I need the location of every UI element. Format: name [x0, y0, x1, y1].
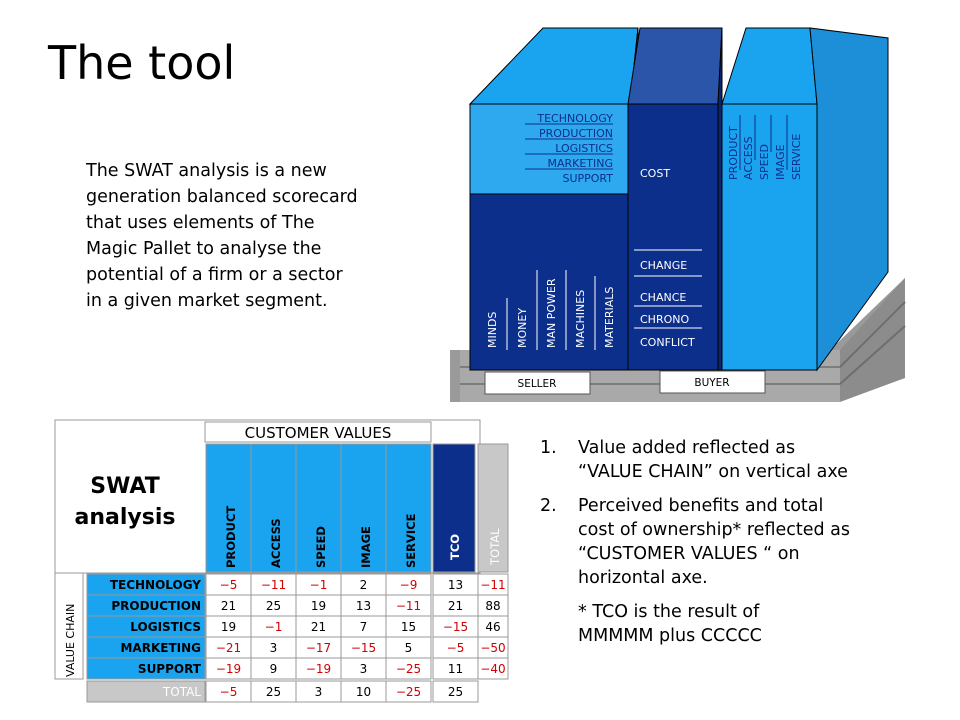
total-header: TOTAL	[488, 528, 502, 565]
cell-value: 21	[220, 599, 237, 613]
cell-value: −17	[305, 641, 332, 655]
note-line: “VALUE CHAIN” on vertical axe	[578, 462, 848, 482]
seller-label: SELLER	[517, 378, 557, 390]
description-line: potential of a firm or a sector	[86, 265, 343, 285]
footnote	[540, 600, 940, 648]
cell-value: 13	[355, 599, 372, 613]
left-block	[470, 28, 638, 370]
description-line: The SWAT analysis is a new	[86, 161, 327, 181]
description-line: Magic Pallet to analyse the	[86, 239, 322, 259]
cell-value: 25	[265, 599, 282, 613]
footnote-line: * TCO is the result of	[578, 602, 760, 622]
total-row-value: 10	[355, 685, 372, 699]
total-row-value: 3	[314, 685, 323, 699]
total-row-value: 25	[265, 685, 282, 699]
description-line: in a given market segment.	[86, 291, 328, 311]
cell-value: −11	[395, 599, 422, 613]
swat-title: SWAT	[90, 474, 160, 499]
total-row-value: −25	[395, 685, 422, 699]
description-line: that uses elements of The	[86, 213, 315, 233]
top-left-item: LOGISTICS	[555, 142, 613, 155]
right-item: SPEED	[758, 144, 771, 180]
note-item	[540, 436, 940, 484]
cell-value: 15	[400, 620, 417, 634]
cell-value: 3	[359, 662, 368, 676]
swat-table	[50, 415, 515, 705]
note-line: Value added reflected as	[578, 438, 796, 458]
right-item: ACCESS	[742, 136, 755, 180]
cell-value: 21	[310, 620, 327, 634]
row-label: MARKETING	[120, 641, 201, 655]
total-value: 88	[485, 599, 501, 613]
total-value: −11	[480, 578, 506, 592]
cell-value: 19	[220, 620, 237, 634]
cell-value: −11	[260, 578, 287, 592]
buyer-label: BUYER	[694, 377, 730, 389]
right-item: PRODUCT	[727, 126, 740, 180]
cell-value: −1	[264, 620, 283, 634]
cell-value: −9	[399, 578, 418, 592]
magic-pallet-diagram	[440, 20, 910, 405]
cell-value: −19	[215, 662, 242, 676]
top-left-item: TECHNOLOGY	[537, 112, 613, 125]
bottom-left-item: MINDS	[486, 311, 499, 348]
cell-value: 3	[269, 641, 278, 655]
slide-title: The tool	[48, 36, 236, 90]
bottom-left-item: MAN POWER	[545, 278, 558, 348]
total-row-label: TOTAL	[162, 685, 201, 699]
row-label: PRODUCTION	[111, 599, 201, 613]
cell-value: −5	[219, 578, 238, 592]
footnote-line: MMMMM plus CCCCC	[578, 626, 762, 646]
cell-value: 5	[404, 641, 413, 655]
right-item: SERVICE	[790, 133, 803, 180]
column-header: ACCESS	[269, 518, 283, 568]
middle-item: CONFLICT	[640, 336, 695, 349]
column-header: IMAGE	[359, 526, 373, 568]
notes	[540, 436, 940, 648]
middle-item: CHRONO	[640, 313, 690, 326]
tco-value: 13	[447, 578, 464, 592]
row-label: LOGISTICS	[130, 620, 201, 634]
cell-value: 9	[269, 662, 278, 676]
note-line: horizontal axe.	[578, 568, 708, 588]
middle-block	[628, 28, 722, 370]
bottom-left-item: MATERIALS	[603, 286, 616, 348]
cell-value: −15	[350, 641, 377, 655]
tco-value: −15	[442, 620, 469, 634]
note-number: 2.	[540, 496, 557, 516]
tco-header: TCO	[448, 533, 462, 560]
total-value: −50	[480, 641, 506, 655]
total-row-value: −5	[219, 685, 238, 699]
swat-subtitle: analysis	[74, 505, 176, 530]
row-label: SUPPORT	[137, 662, 201, 676]
description	[86, 158, 416, 314]
column-header: SPEED	[314, 526, 328, 568]
cell-value: 19	[310, 599, 327, 613]
note-line: cost of ownership* reflected as	[578, 520, 850, 540]
middle-item: CHANCE	[640, 291, 687, 304]
tco-value: 21	[447, 599, 464, 613]
row-label: TECHNOLOGY	[109, 578, 201, 592]
table-rows	[87, 574, 508, 702]
cell-value: −19	[305, 662, 332, 676]
total-value: −40	[480, 662, 506, 676]
note-number: 1.	[540, 438, 557, 458]
bottom-left-item: MACHINES	[574, 289, 587, 348]
cell-value: 2	[359, 578, 368, 592]
value-chain-label: VALUE CHAIN	[64, 603, 77, 677]
tco-value: −5	[446, 641, 465, 655]
middle-item: CHANGE	[640, 259, 688, 272]
column-header: PRODUCT	[224, 505, 238, 568]
tco-value: 11	[447, 662, 464, 676]
total-value: 46	[485, 620, 501, 634]
total-row-tco-value: 25	[447, 685, 464, 699]
note-item	[540, 494, 940, 590]
cell-value: −21	[215, 641, 242, 655]
note-line: “CUSTOMER VALUES “ on	[578, 544, 800, 564]
top-left-item: PRODUCTION	[539, 127, 613, 140]
note-line: Perceived benefits and total	[578, 496, 824, 516]
cost-label: COST	[640, 167, 671, 180]
cell-value: −1	[309, 578, 328, 592]
right-item: IMAGE	[774, 144, 787, 180]
cell-value: 7	[359, 620, 368, 634]
cell-value: −25	[395, 662, 422, 676]
description-line: generation balanced scorecard	[86, 187, 358, 207]
column-header: SERVICE	[404, 513, 418, 568]
bottom-left-item: MONEY	[516, 307, 529, 348]
customer-values-header: CUSTOMER VALUES	[244, 424, 392, 442]
top-left-item: MARKETING	[547, 157, 613, 170]
top-left-item: SUPPORT	[562, 172, 613, 185]
